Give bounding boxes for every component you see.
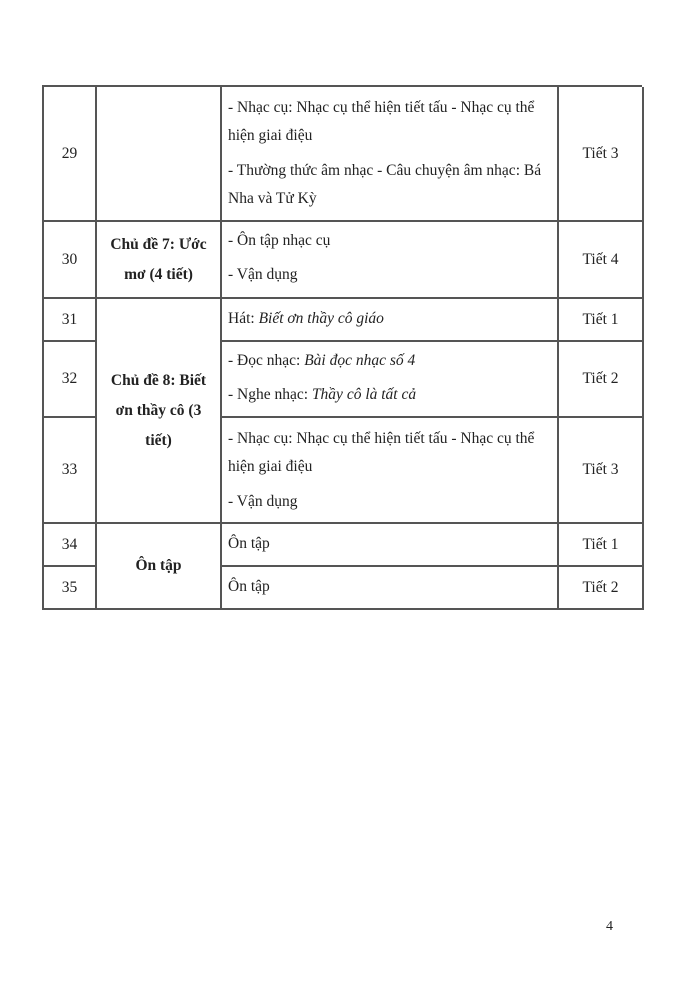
content-line: - Nhạc cụ: Nhạc cụ thể hiện tiết tấu - Nhạc cụ thể <box>228 430 535 447</box>
row-33-content <box>222 418 559 524</box>
row-35-period <box>559 567 644 610</box>
row-31-period <box>559 299 644 342</box>
row-32-content <box>222 342 559 418</box>
content-line <box>228 352 415 370</box>
topic-8-cell <box>97 299 222 524</box>
row-35-content <box>222 567 559 610</box>
review-topic-cell <box>97 524 222 610</box>
content-line: - Nhạc cụ: Nhạc cụ thể hiện tiết tấu - Nhạc cụ thể <box>228 99 535 116</box>
row-32-number <box>44 342 97 418</box>
row-30-period <box>559 222 644 299</box>
content-line: Nha và Tử Kỳ <box>228 190 317 207</box>
row-number: 35 <box>61 578 78 596</box>
row-number: 32 <box>61 370 78 387</box>
content-line <box>228 386 416 404</box>
topic-8-title: Chủ đề 8: Biết ơn thầy cô (3 tiết) <box>110 371 207 449</box>
row-number: 33 <box>61 461 78 478</box>
content-line: - Ôn tập nhạc cụ <box>228 232 331 249</box>
row-34-number <box>44 524 97 567</box>
row-29-topic-empty <box>97 87 222 222</box>
period-label: Tiết 4 <box>582 250 619 268</box>
row-number: 29 <box>61 144 78 162</box>
item-prefix: - Đọc nhạc: <box>228 352 305 369</box>
content-line: hiện giai điệu <box>228 127 313 144</box>
row-29-period <box>559 87 644 222</box>
period-label: Tiết 3 <box>582 144 619 162</box>
row-34-content <box>222 524 559 567</box>
content-line: hiện giai điệu <box>228 458 313 475</box>
item-title: Bài đọc nhạc số 4 <box>304 352 416 369</box>
row-32-period <box>559 342 644 418</box>
row-33-period <box>559 418 644 524</box>
row-number: 34 <box>61 535 78 553</box>
row-30-content <box>222 222 559 299</box>
row-31-content <box>222 299 559 342</box>
topic-7-title: Chủ đề 7: Ước mơ (4 tiết) <box>110 235 207 283</box>
period-label: Tiết 2 <box>582 370 619 387</box>
content-line: Ôn tập <box>228 535 270 552</box>
content-line <box>228 310 384 328</box>
content-line: Ôn tập <box>228 578 270 595</box>
row-number: 30 <box>61 250 78 268</box>
row-29-number <box>44 87 97 222</box>
row-31-number <box>44 299 97 342</box>
row-29-content <box>222 87 559 222</box>
lesson-plan-table <box>42 85 642 610</box>
page-number: 4 <box>606 919 613 934</box>
row-35-number <box>44 567 97 610</box>
row-30-number <box>44 222 97 299</box>
review-topic-title: Ôn tập <box>135 557 182 574</box>
item-title: Thầy cô là tất cả <box>311 386 417 403</box>
row-number: 31 <box>61 310 78 328</box>
period-label: Tiết 1 <box>582 310 619 328</box>
row-34-period <box>559 524 644 567</box>
song-prefix: Hát: <box>228 310 259 327</box>
content-line: - Vận dụng <box>228 493 298 510</box>
topic-7-cell <box>97 222 222 299</box>
period-label: Tiết 2 <box>582 578 619 596</box>
period-label: Tiết 3 <box>582 461 619 478</box>
item-prefix: - Nghe nhạc: <box>228 386 312 403</box>
song-title: Biết ơn thầy cô giáo <box>258 310 384 327</box>
period-label: Tiết 1 <box>582 535 619 553</box>
row-33-number <box>44 418 97 524</box>
content-line: - Vận dụng <box>228 266 298 283</box>
content-line: - Thường thức âm nhạc - Câu chuyện âm nhạc: Bá <box>228 162 542 179</box>
